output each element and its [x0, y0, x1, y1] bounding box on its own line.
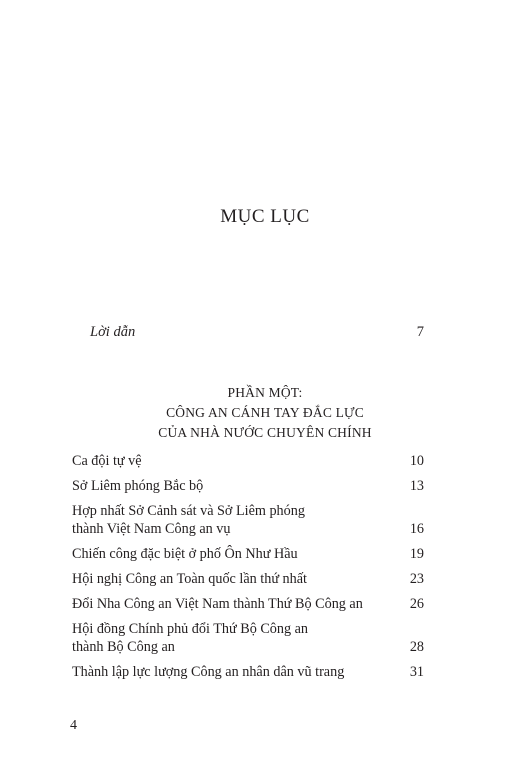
- toc-entry: [72, 620, 424, 656]
- toc-entry-line: thành Việt Nam Công an vụ: [72, 521, 231, 537]
- toc-entry-line: Hội đồng Chính phủ đổi Thứ Bộ Công an: [72, 621, 309, 637]
- toc-entry-line: Chiến công đặc biệt ở phố Ôn Như Hầu: [72, 546, 298, 562]
- page-title: MỤC LỤC: [220, 206, 310, 227]
- toc-entry-title: [72, 663, 398, 681]
- toc-entry-page: 26: [409, 596, 424, 612]
- toc-entry: [72, 663, 424, 681]
- toc-entry-page: 19: [409, 546, 424, 562]
- toc-entry-page: 13: [409, 478, 424, 494]
- part-heading: [0, 383, 530, 443]
- toc-entry-page: 16: [409, 521, 424, 537]
- toc-entry-line: Ca đội tự vệ: [72, 453, 142, 469]
- toc-entry-line: Đổi Nha Công an Việt Nam thành Thứ Bộ Công an: [72, 596, 363, 612]
- intro-label: Lời dẫn: [90, 324, 136, 340]
- toc-entry: [72, 502, 424, 538]
- toc-entry-page: 28: [409, 639, 424, 655]
- toc-entry: [72, 452, 424, 470]
- part-heading-line: CỦA NHÀ NƯỚC CHUYÊN CHÍNH: [158, 425, 372, 440]
- toc-entry: [72, 570, 424, 588]
- toc-entry-title: [72, 477, 398, 495]
- toc-entry-title: [72, 620, 398, 656]
- toc-entry-page: 31: [409, 664, 424, 680]
- toc-entry-title: [72, 595, 398, 613]
- toc-entry-line: Thành lập lực lượng Công an nhân dân vũ trang: [72, 664, 345, 680]
- toc-entry-title: [72, 570, 398, 588]
- page-number: 4: [70, 718, 77, 733]
- toc-entry-title: [72, 452, 398, 470]
- toc-entry-title: [72, 502, 398, 538]
- toc-entry-line: Hợp nhất Sở Cảnh sát và Sở Liêm phóng: [72, 503, 305, 519]
- toc-entry-line: thành Bộ Công an: [72, 639, 175, 655]
- toc-entry: [72, 545, 424, 563]
- part-heading-line: PHẦN MỘT:: [227, 385, 303, 400]
- toc-intro-row: [90, 324, 424, 341]
- part-heading-line: CÔNG AN CÁNH TAY ĐẮC LỰC: [166, 405, 364, 420]
- toc-entry-line: Hội nghị Công an Toàn quốc lần thứ nhất: [72, 571, 307, 587]
- toc-list: [72, 452, 424, 688]
- toc-entry-title: [72, 545, 398, 563]
- toc-entry-line: Sở Liêm phóng Bắc bộ: [72, 478, 204, 494]
- toc-entry: [72, 477, 424, 495]
- toc-entry: [72, 595, 424, 613]
- intro-page: 7: [416, 324, 424, 340]
- toc-entry-page: 10: [409, 453, 424, 469]
- toc-entry-page: 23: [409, 571, 424, 587]
